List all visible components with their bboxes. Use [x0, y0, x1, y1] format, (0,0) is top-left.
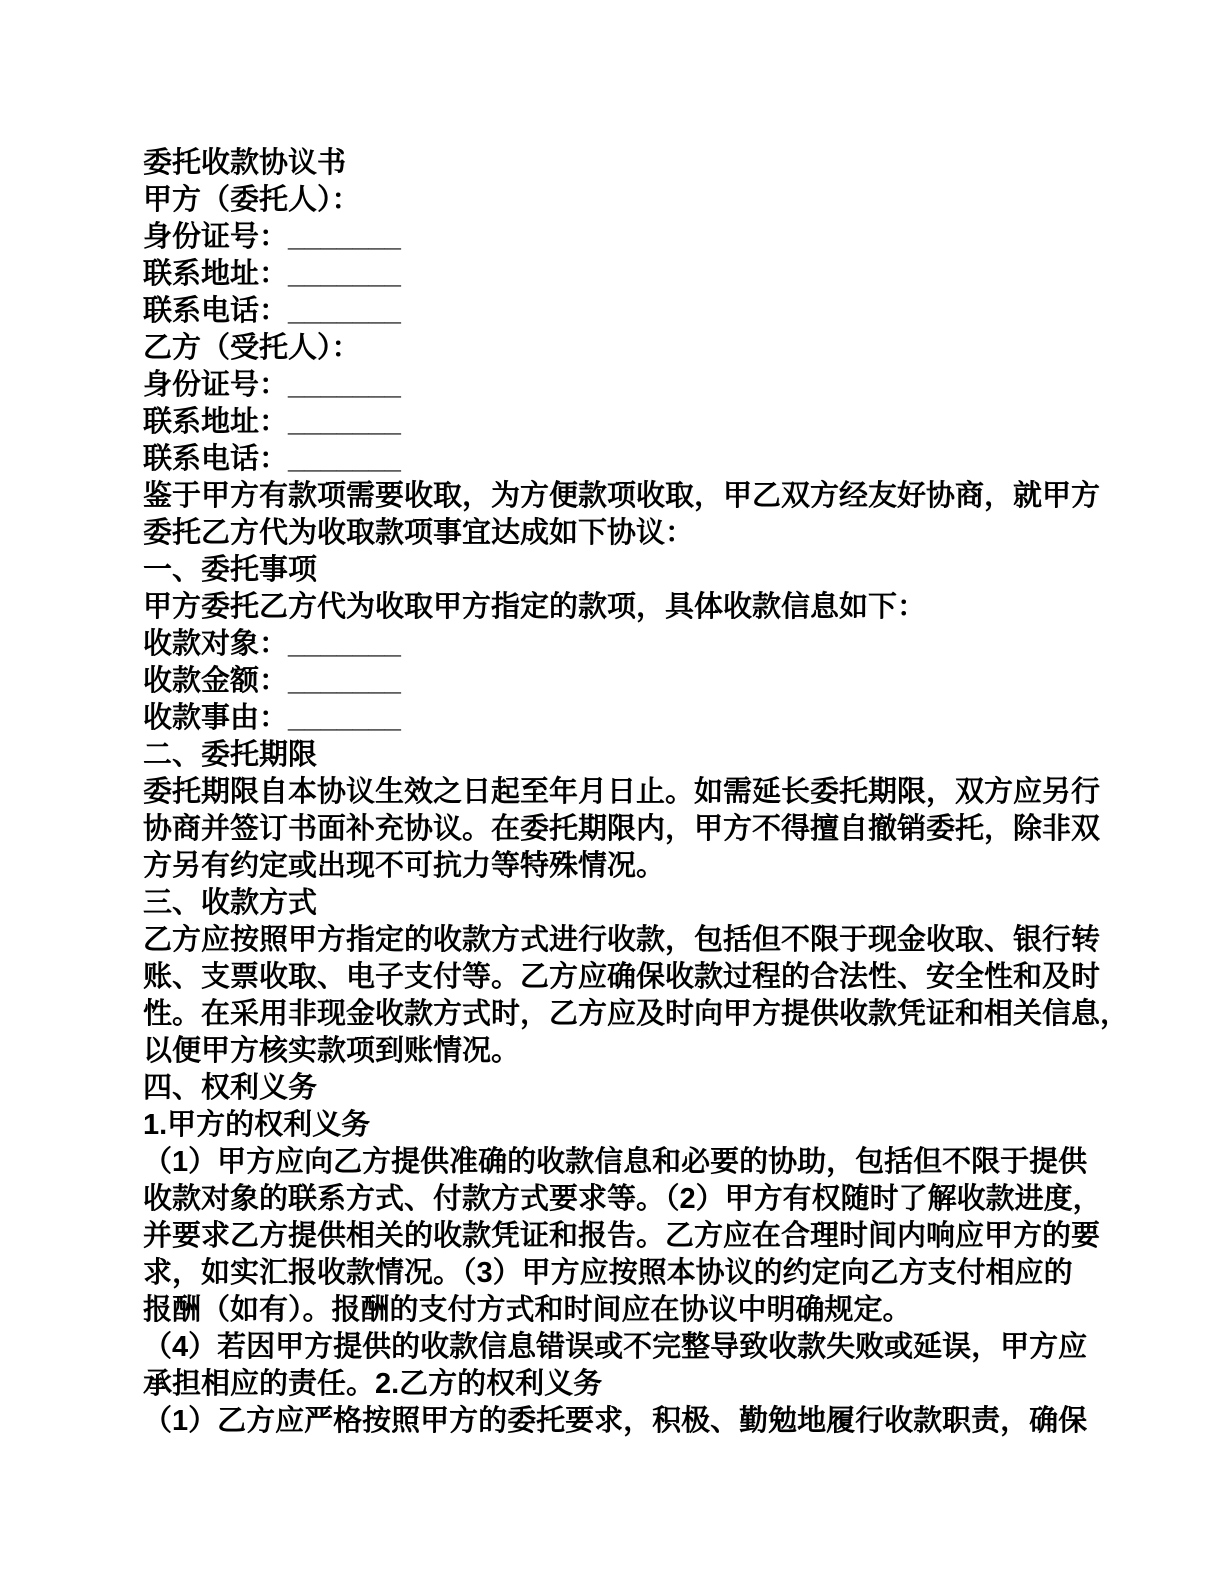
document-text-line: 委托期限自本协议生效之日起至年月日止。如需延长委托期限，双方应另行: [143, 776, 1101, 808]
document-text-line: 四、权利义务: [143, 1072, 318, 1104]
document-text-line: 求，如实汇报收款情况。（3）甲方应按照本协议的约定向乙方支付相应的: [143, 1257, 1073, 1289]
document-text-line: 联系电话：_______: [143, 295, 401, 327]
document-text-line: 三、收款方式: [143, 887, 318, 919]
document-text-line: 以便甲方核实款项到账情况。: [143, 1035, 521, 1067]
document-text-line: 承担相应的责任。2.乙方的权利义务: [143, 1368, 603, 1400]
document-text-line: 身份证号：_______: [143, 221, 401, 253]
document-text-line: 并要求乙方提供相关的收款凭证和报告。乙方应在合理时间内响应甲方的要: [143, 1220, 1101, 1252]
document-text-line: 一、委托事项: [143, 554, 318, 586]
document-text-line: 联系电话：_______: [143, 443, 401, 475]
document-text-line: 甲方（委托人）：: [143, 184, 361, 216]
document-text-line: （1）乙方应严格按照甲方的委托要求，积极、勤勉地履行收款职责，确保: [143, 1405, 1088, 1437]
document-text-line: 委托乙方代为收取款项事宜达成如下协议：: [143, 517, 695, 549]
document-text-line: 报酬（如有）。报酬的支付方式和时间应在协议中明确规定。: [143, 1294, 912, 1326]
document-text-line: 方另有约定或出现不可抗力等特殊情况。: [143, 850, 666, 882]
document-text-line: 乙方应按照甲方指定的收款方式进行收款，包括但不限于现金收取、银行转: [143, 924, 1101, 956]
document-title-line: 委托收款协议书: [143, 147, 347, 179]
document-text-line: 鉴于甲方有款项需要收取，为方便款项收取，甲乙双方经友好协商，就甲方: [143, 480, 1101, 512]
document-text-line: （1）甲方应向乙方提供准确的收款信息和必要的协助，包括但不限于提供: [143, 1146, 1088, 1178]
document-text-line: 收款对象：_______: [143, 628, 401, 660]
document-text-line: 收款事由：_______: [143, 702, 401, 734]
document-text-line: 性。在采用非现金收款方式时，乙方应及时向甲方提供收款凭证和相关信息，: [143, 998, 1130, 1030]
document-text-line: 联系地址：_______: [143, 406, 401, 438]
document-text-line: 联系地址：_______: [143, 258, 401, 290]
document-text-line: 乙方（受托人）：: [143, 332, 361, 364]
document-text-line: 账、支票收取、电子支付等。乙方应确保收款过程的合法性、安全性和及时: [143, 961, 1101, 993]
document-text-line: 身份证号：_______: [143, 369, 401, 401]
document-text-line: 收款对象的联系方式、付款方式要求等。（2）甲方有权随时了解收款进度，: [143, 1183, 1102, 1215]
document-body: [143, 145, 1130, 1440]
document-text-line: 收款金额：_______: [143, 665, 401, 697]
document-text-line: 1.甲方的权利义务: [143, 1109, 371, 1141]
document-text-line: 二、委托期限: [143, 739, 318, 771]
document-text-line: （4）若因甲方提供的收款信息错误或不完整导致收款失败或延误，甲方应: [143, 1331, 1088, 1363]
document-text-line: 甲方委托乙方代为收取甲方指定的款项，具体收款信息如下：: [143, 591, 927, 623]
document-text-line: 协商并签订书面补充协议。在委托期限内，甲方不得擅自撤销委托，除非双: [143, 813, 1101, 845]
